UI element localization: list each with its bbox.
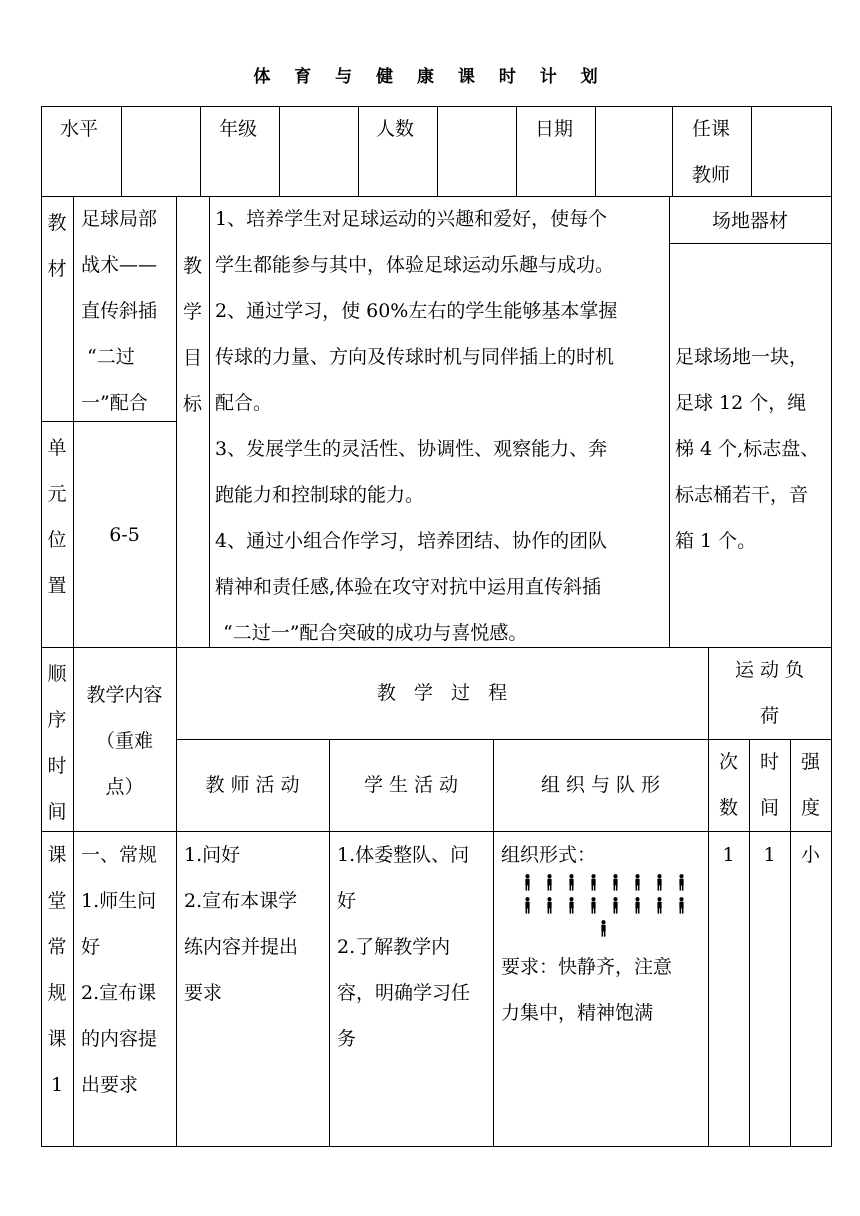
order-time-header: 顺 序 时 间 xyxy=(47,663,67,823)
unit-value: 6-5 xyxy=(109,524,140,546)
row1-student-activity: 1.体委整队、问 好 2.了解教学内 容，明确学习任 务 xyxy=(337,844,471,1050)
student-figure-icon xyxy=(585,897,602,914)
unit-label: 单 元 位 置 xyxy=(47,437,67,597)
student-figure-icon xyxy=(629,874,646,891)
student-figure-icon xyxy=(541,874,558,891)
objectives-text: 1、培养学生对足球运动的兴趣和爱好，使每个 学生都能参与其中，体验足球运动乐趣与成功。 2、通过学习，使 60%左右的学生能够基本掌握 传球的力量、方向及传球时机与同伴插上的时机 配合。 3、发展学生的灵活性、协调性、观察能力、奔 跑能力和控制球的能力。 4、通过小组合作学习，培养团结、协作的团队 精神和责任感,体验在攻守对抗中运用直传斜插 “二过一”配合突破的成功与喜悦感。 xyxy=(215,208,618,644)
count-label: 人数 xyxy=(376,118,415,140)
student-figure-icon xyxy=(541,897,558,914)
row1-teacher-activity: 1.问好 2.宣布本课学 练内容并提出 要求 xyxy=(184,844,299,1004)
teacher-label-line1: 任课 xyxy=(692,118,731,140)
teacher-label-line2: 教师 xyxy=(692,164,731,186)
student-activity-header: 学 生 活 动 xyxy=(363,774,459,796)
content-header: 教学内容 （重难 点） xyxy=(86,684,163,798)
student-figure-icon xyxy=(607,874,624,891)
page-title: 体 育 与 健 康 课 时 计 划 xyxy=(253,67,607,87)
level-label: 水平 xyxy=(60,118,99,140)
org-label: 组织形式： xyxy=(501,844,597,866)
grade-label: 年级 xyxy=(219,118,258,140)
student-figure-icon xyxy=(519,897,536,914)
student-figure-icon xyxy=(607,897,624,914)
teacher-activity-header: 教 师 活 动 xyxy=(205,774,300,796)
formation-diagram xyxy=(519,874,689,943)
row1-content: 一、常规 1.师生问 好 2.宣布课 的内容提 出要求 xyxy=(81,844,158,1096)
process-header: 教 学 过 程 xyxy=(376,682,508,704)
teacher-figure-icon xyxy=(595,920,612,937)
org-requirements: 要求：快静齐，注意 力集中，精神饱满 xyxy=(501,956,673,1024)
row1-time: 1 xyxy=(763,844,776,866)
intensity-header: 强 度 xyxy=(800,751,820,819)
student-figure-icon xyxy=(629,897,646,914)
organization-header: 组 织 与 队 形 xyxy=(540,774,661,796)
student-figure-icon xyxy=(563,874,580,891)
student-figure-icon xyxy=(673,897,690,914)
load-header: 运 动 负 荷 xyxy=(734,659,805,727)
row1-intensity: 小 xyxy=(800,844,820,866)
equipment-text: 足球场地一块， 足球 12 个，绳 梯 4 个,标志盘、 标志桶若干，音 箱 1 个。 xyxy=(675,346,820,552)
material-content: 足球局部 战术—— 直传斜插 “二过 一”配合 xyxy=(81,208,158,414)
student-figure-icon xyxy=(651,897,668,914)
student-figure-icon xyxy=(519,874,536,891)
date-label: 日期 xyxy=(535,118,574,140)
row1-order: 课 堂 常 规 课 1 xyxy=(47,844,67,1096)
row1-count: 1 xyxy=(722,844,735,866)
objectives-label: 教 学 目 标 xyxy=(182,255,202,415)
student-figure-icon xyxy=(585,874,602,891)
time-header: 时 间 xyxy=(759,751,779,819)
material-label: 教 材 xyxy=(47,212,67,280)
student-figure-icon xyxy=(563,897,580,914)
equipment-header: 场地器材 xyxy=(711,210,788,232)
student-figure-icon xyxy=(673,874,690,891)
student-figure-icon xyxy=(651,874,668,891)
count-header: 次 数 xyxy=(718,751,738,819)
